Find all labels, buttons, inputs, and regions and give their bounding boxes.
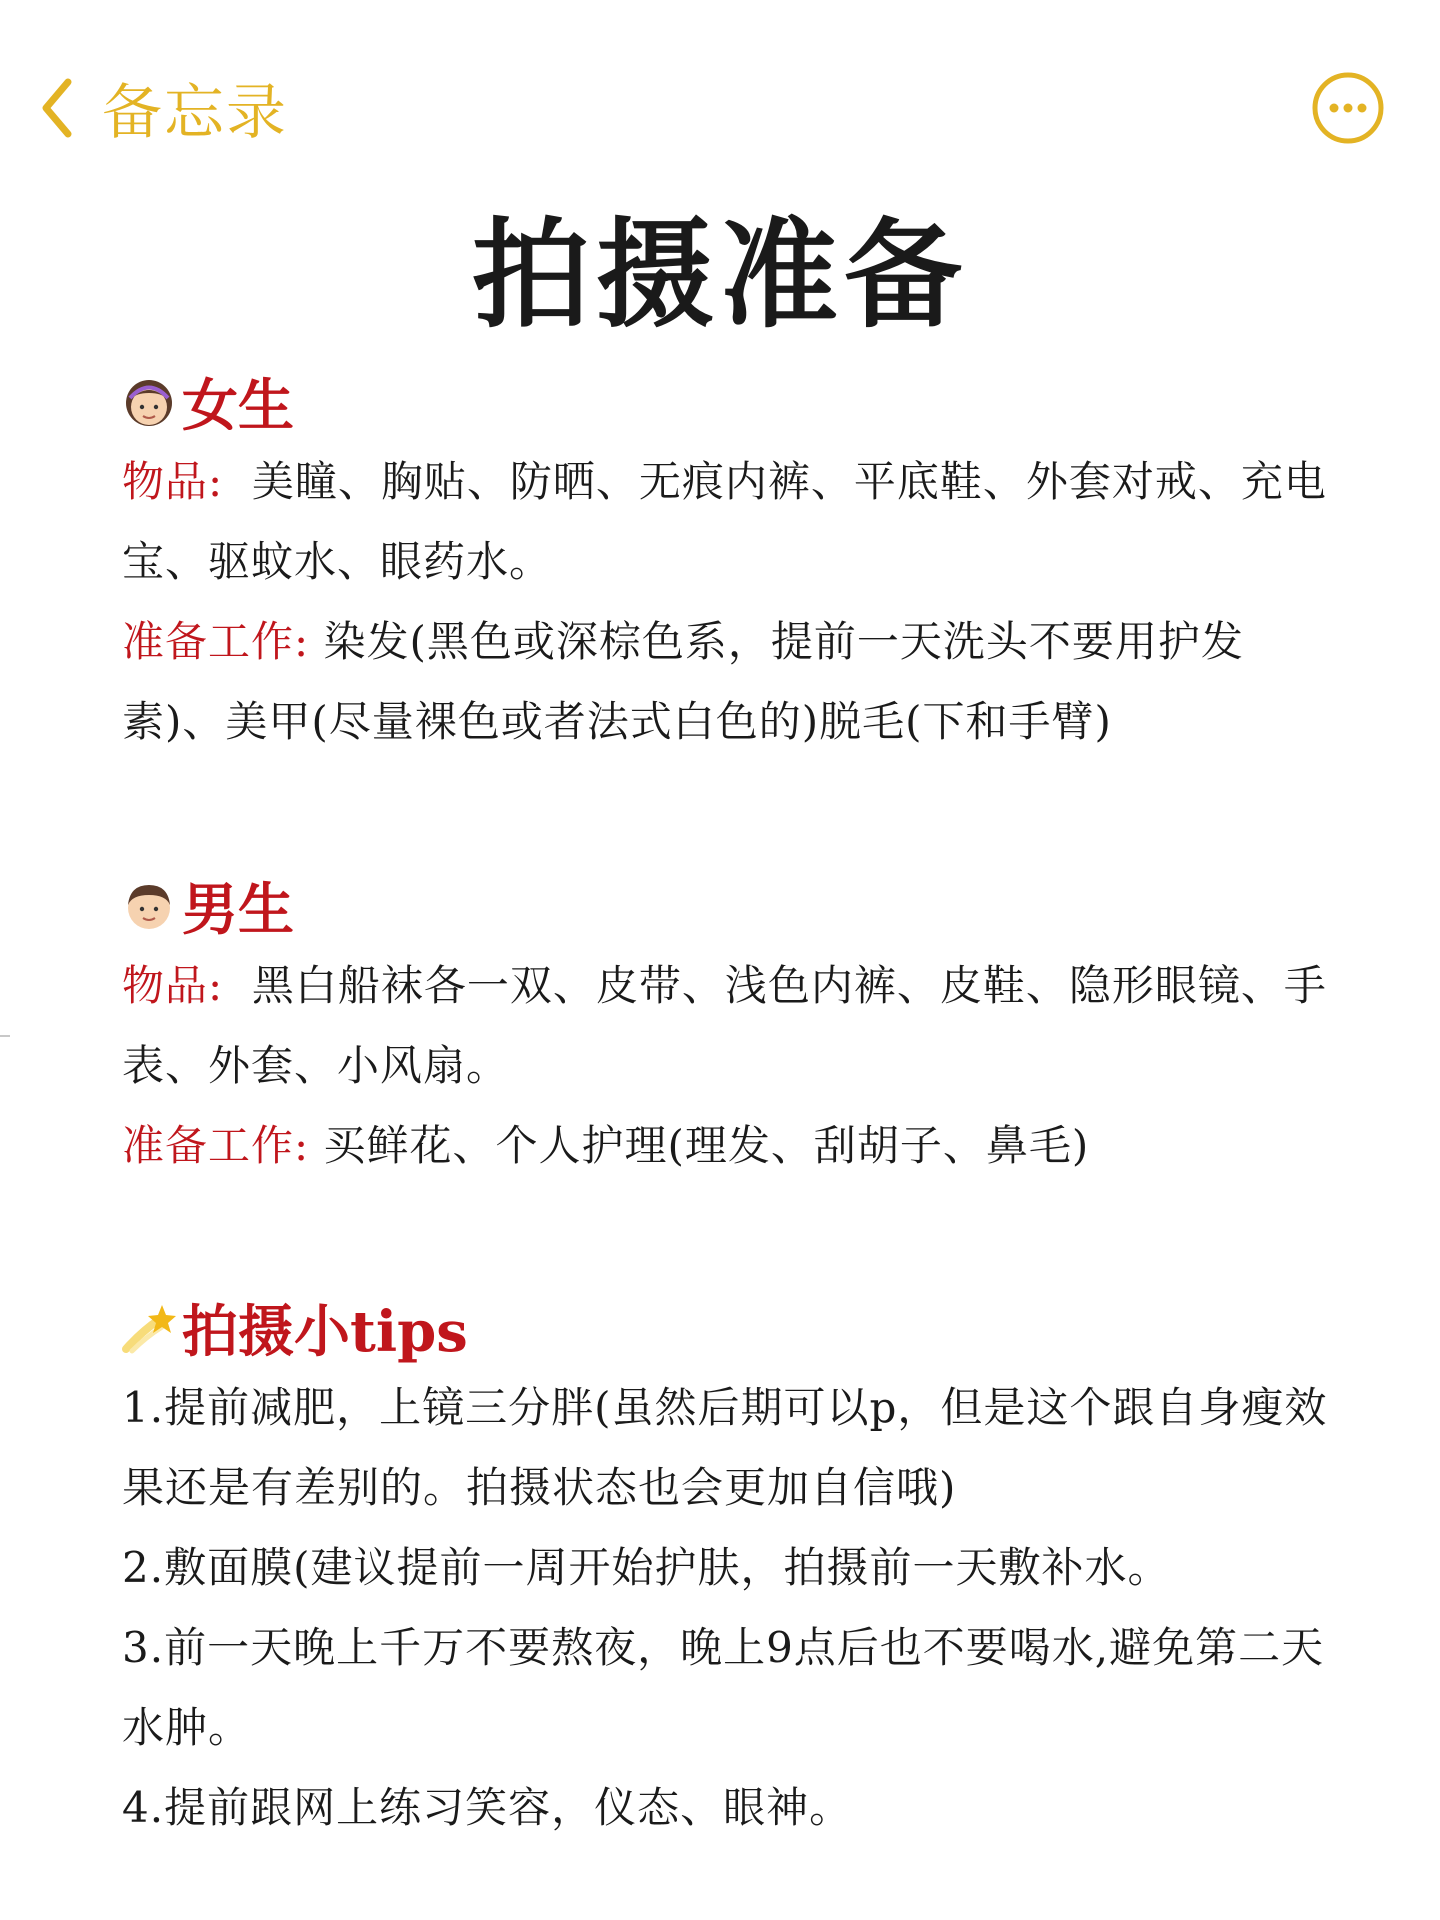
shooting-star-emoji-icon (122, 1301, 176, 1355)
section-female-title: 女生 (182, 373, 294, 439)
spacer (122, 762, 1342, 866)
section-female-header (122, 362, 1342, 442)
back-button[interactable] (40, 68, 288, 148)
spacer (122, 1186, 1342, 1288)
female-prep-text: 染发(黑色或深棕色系，提前一天洗头不要用护发素)、美甲(尽量裸色或者法式白色的)脱毛(下和手臂) (122, 617, 1244, 746)
section-female (122, 362, 1342, 762)
nav-bar (0, 0, 1440, 210)
section-male-header (122, 866, 1342, 946)
section-tips-title: 拍摄小tips (182, 1299, 468, 1365)
girl-face-emoji-icon (122, 375, 176, 429)
section-male-title: 男生 (182, 877, 294, 943)
tip-item: 1.提前减肥，上镜三分胖(虽然后期可以p，但是这个跟自身瘦效果还是有差别的。拍摄状态也会更加自信哦) (122, 1383, 1328, 1512)
male-items-label: 物品: (122, 961, 224, 1010)
male-items-text: 黑白船袜各一双、皮带、浅色内裤、皮鞋、隐形眼镜、手表、外套、小风扇。 (122, 961, 1327, 1090)
section-male (122, 866, 1342, 1186)
tip-item: 4.提前跟网上练习笑容，仪态、眼神。 (122, 1783, 853, 1832)
more-options-icon (1310, 70, 1386, 146)
boy-face-emoji-icon (122, 879, 176, 933)
tip-item: 2.敷面膜(建议提前一周开始护肤，拍摄前一天敷补水。 (122, 1543, 1171, 1592)
female-prep-paragraph (122, 602, 1342, 762)
tip-item: 3.前一天晚上千万不要熬夜，晚上9点后也不要喝水,避免第二天水肿。 (122, 1623, 1325, 1752)
male-prep-paragraph (122, 1106, 1342, 1186)
section-tips (122, 1288, 1342, 1848)
page-title: 拍摄准备 (471, 205, 968, 344)
back-label: 备忘录 (102, 78, 288, 148)
female-items-label: 物品: (122, 457, 224, 506)
note-body (122, 362, 1342, 1848)
section-tips-header (122, 1288, 1342, 1368)
male-prep-text: 买鲜花、个人护理(理发、刮胡子、鼻毛) (323, 1121, 1090, 1170)
female-prep-label: 准备工作: (122, 617, 310, 666)
female-items-text: 美瞳、胸贴、防晒、无痕内裤、平底鞋、外套对戒、充电宝、驱蚊水、眼药水。 (122, 457, 1327, 586)
male-items-paragraph (122, 946, 1342, 1106)
more-options-button[interactable] (1310, 70, 1386, 150)
edge-mark (0, 1035, 10, 1037)
male-prep-label: 准备工作: (122, 1121, 310, 1170)
chevron-left-icon (40, 76, 74, 140)
female-items-paragraph (122, 442, 1342, 602)
